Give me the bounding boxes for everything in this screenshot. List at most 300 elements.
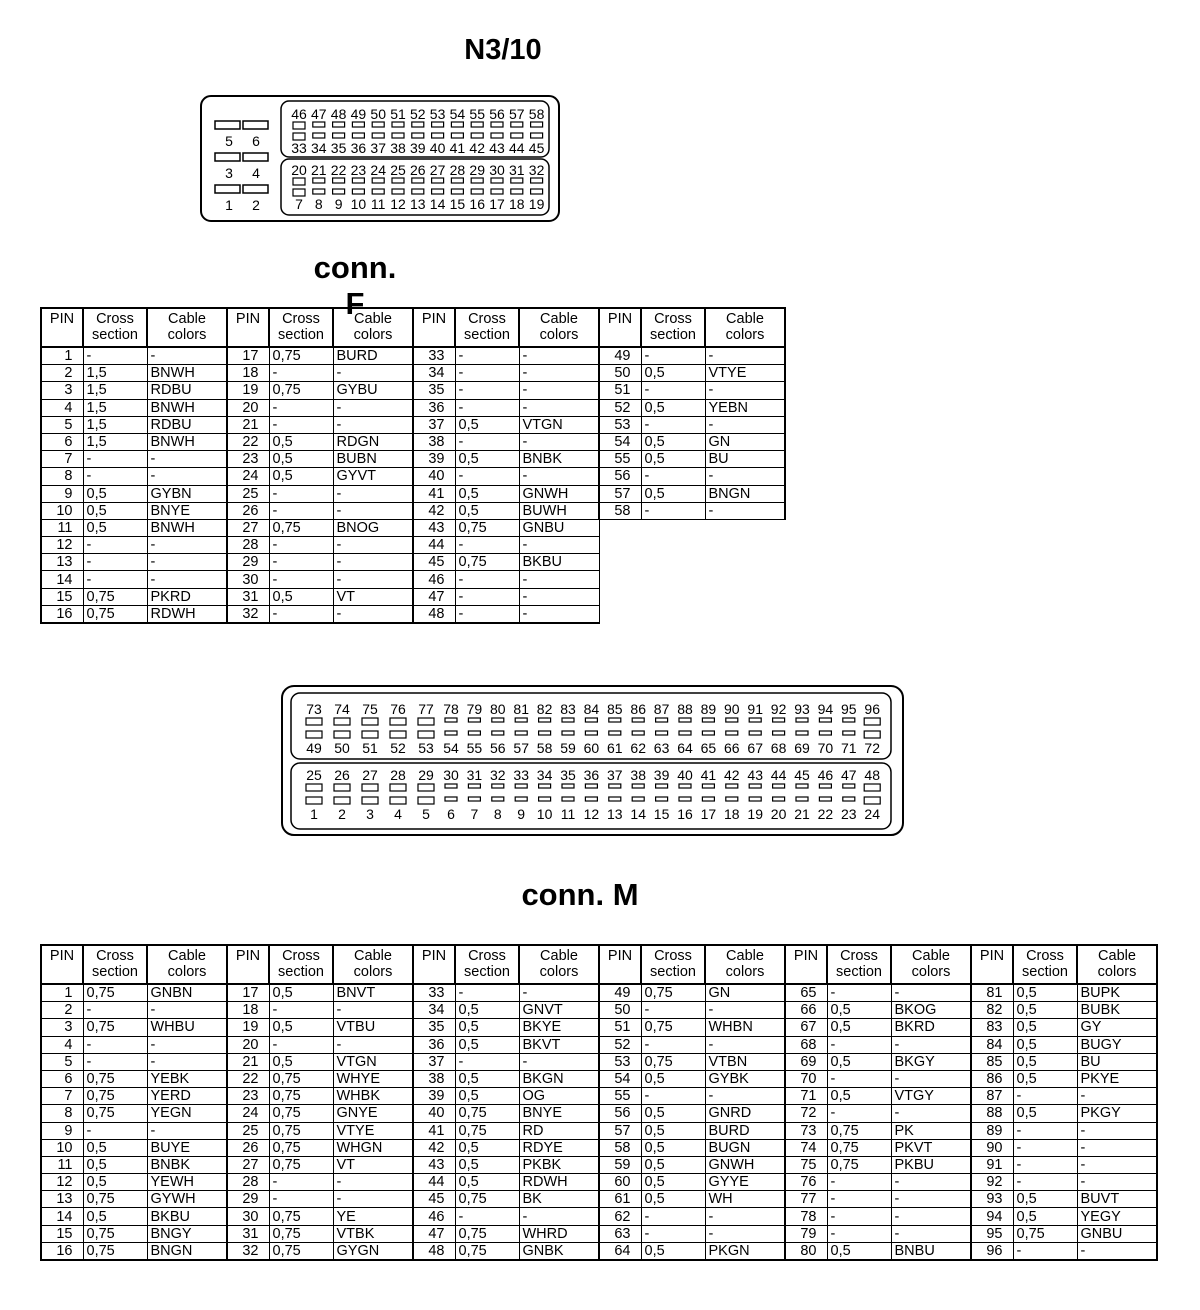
cable-color-cell: - (333, 605, 413, 623)
pin-label: 44 (509, 140, 525, 156)
cable-color-cell: BKBU (519, 554, 599, 571)
pin-label: 65 (700, 740, 717, 756)
pin-cell: 6 (41, 1070, 83, 1087)
pin-cell: 49 (599, 984, 641, 1002)
pin-cell: 93 (971, 1191, 1013, 1208)
pin-cell: 48 (413, 1242, 455, 1260)
pin-cell: 47 (413, 1225, 455, 1242)
pin-label: 16 (469, 196, 485, 212)
cable-color-cell: PKGN (705, 1242, 785, 1260)
cable-color-cell: - (519, 537, 599, 554)
pin-terminal (515, 797, 527, 801)
cross-section-cell: - (641, 1208, 705, 1225)
cable-color-cell: - (705, 347, 785, 365)
cable-color-cell: VTBN (705, 1053, 785, 1070)
cable-color-cell: BNGN (705, 485, 785, 502)
pin-terminal (656, 784, 668, 788)
conn-f-title: conn. F (313, 250, 397, 321)
pin-label: 47 (841, 767, 857, 783)
cable-color-cell: RDBU (147, 382, 227, 399)
pin-terminal (702, 797, 714, 801)
pin-label: 31 (466, 767, 483, 783)
pin-cell: 18 (227, 1002, 269, 1019)
pin-terminal (352, 178, 364, 183)
pin-label: 12 (583, 806, 600, 822)
pin-terminal (432, 189, 444, 194)
cable-color-cell: WHYE (333, 1070, 413, 1087)
cable-color-cell: - (333, 399, 413, 416)
cable-color-cell: - (705, 502, 785, 519)
pin-label: 48 (330, 106, 347, 122)
pin-terminal (679, 784, 691, 788)
cable-color-cell: - (519, 588, 599, 605)
cross-section-cell: - (455, 571, 519, 588)
cross-section-cell: - (455, 347, 519, 365)
pin-terminal (585, 718, 597, 722)
cable-color-cell: BNBK (519, 451, 599, 468)
cable-color-cell: - (891, 1225, 971, 1242)
pin-terminal (418, 797, 434, 804)
pin-terminal (392, 133, 404, 138)
pin-cell: 60 (599, 1174, 641, 1191)
pin-terminal (531, 133, 543, 138)
pin-cell: 35 (413, 382, 455, 399)
pin-label: 62 (630, 740, 646, 756)
pin-terminal (471, 189, 483, 194)
pin-label: 83 (560, 701, 576, 717)
pin-terminal (468, 797, 480, 801)
pin-label: 16 (677, 806, 693, 822)
empty-cell (641, 605, 705, 623)
cable-color-cell: BU (705, 451, 785, 468)
cross-section-cell: 0,75 (827, 1139, 891, 1156)
cable-color-cell: - (519, 984, 599, 1002)
pin-label: 2 (252, 197, 260, 213)
pin-label: 81 (513, 701, 529, 717)
pin-label: 84 (583, 701, 600, 717)
pin-terminal (539, 718, 551, 722)
pin-terminal (491, 133, 503, 138)
cable-color-cell: - (147, 347, 227, 365)
pin-label: 64 (677, 740, 693, 756)
cross-section-cell: 0,5 (1013, 1105, 1077, 1122)
table-row (41, 451, 785, 468)
cross-section-cell: 0,5 (455, 1174, 519, 1191)
pin-cell: 88 (971, 1105, 1013, 1122)
pin-terminal (796, 784, 808, 788)
column-header-cross: Cross section (455, 308, 519, 347)
pin-cell: 31 (227, 1225, 269, 1242)
pin-label: 10 (536, 806, 553, 822)
pin-terminal (609, 731, 621, 735)
cross-section-cell: 1,5 (83, 416, 147, 433)
cable-color-cell: BUBK (1077, 1002, 1157, 1019)
cross-section-cell: 0,5 (455, 502, 519, 519)
pin-cell: 34 (413, 365, 455, 382)
pin-label: 49 (306, 740, 322, 756)
cable-color-cell: - (333, 554, 413, 571)
pin-terminal (313, 178, 325, 183)
table-row (41, 468, 785, 485)
cross-section-cell: - (1013, 1088, 1077, 1105)
cross-section-cell: 0,5 (455, 416, 519, 433)
pin-cell: 41 (413, 485, 455, 502)
pin-terminal (306, 797, 322, 804)
cable-color-cell: BNWH (147, 433, 227, 450)
cable-color-cell: GYGN (333, 1242, 413, 1260)
cable-color-cell: - (891, 1191, 971, 1208)
cable-color-cell: GYWH (147, 1191, 227, 1208)
pin-label: 78 (443, 701, 459, 717)
column-header-colors: Cable colors (891, 945, 971, 984)
cross-section-cell: 0,75 (83, 1019, 147, 1036)
pin-terminal (390, 797, 406, 804)
cross-section-cell: 0,75 (83, 1088, 147, 1105)
pin-terminal (819, 718, 831, 722)
table-row (41, 1191, 1157, 1208)
pin-label: 57 (509, 106, 525, 122)
pin-terminal (215, 121, 240, 129)
cross-section-cell: 0,5 (641, 451, 705, 468)
cable-color-cell: WHBN (705, 1019, 785, 1036)
cable-color-cell: - (333, 416, 413, 433)
cross-section-cell: 0,5 (83, 502, 147, 519)
pin-cell: 47 (413, 588, 455, 605)
pin-terminal (293, 189, 305, 196)
cable-color-cell: - (147, 1053, 227, 1070)
pin-label: 70 (817, 740, 834, 756)
pin-label: 52 (410, 106, 426, 122)
pin-terminal (726, 718, 738, 722)
cable-color-cell: - (519, 433, 599, 450)
cable-color-cell: GYYE (705, 1174, 785, 1191)
pin-terminal (243, 121, 268, 129)
cable-color-cell: GY (1077, 1019, 1157, 1036)
cross-section-cell: - (641, 1225, 705, 1242)
pin-terminal (333, 189, 345, 194)
table-row (41, 554, 785, 571)
cross-section-cell: - (1013, 1122, 1077, 1139)
pin-cell: 32 (227, 605, 269, 623)
pin-cell: 54 (599, 433, 641, 450)
cable-color-cell: - (147, 468, 227, 485)
pin-label: 45 (794, 767, 810, 783)
cross-section-cell: - (83, 554, 147, 571)
column-header-pin: PIN (413, 308, 455, 347)
pin-label: 8 (314, 196, 323, 212)
cross-section-cell: 0,5 (827, 1088, 891, 1105)
column-header-cross: Cross section (269, 308, 333, 347)
pin-cell: 56 (599, 1105, 641, 1122)
pin-terminal (796, 797, 808, 801)
cable-color-cell: - (705, 1036, 785, 1053)
pin-terminal (362, 718, 378, 725)
pin-label: 53 (429, 106, 446, 122)
table-row (41, 1002, 1157, 1019)
pin-terminal (585, 731, 597, 735)
pin-cell: 42 (413, 1139, 455, 1156)
pin-terminal (313, 133, 325, 138)
cross-section-cell: 1,5 (83, 382, 147, 399)
pin-cell: 6 (41, 433, 83, 450)
column-header-pin: PIN (599, 308, 641, 347)
cable-color-cell: YEGN (147, 1105, 227, 1122)
connector-f-diagram (200, 95, 562, 223)
cross-section-cell: - (827, 1174, 891, 1191)
pin-label: 5 (225, 133, 233, 149)
cross-section-cell: 0,5 (641, 1156, 705, 1173)
pin-label: 7 (295, 196, 303, 212)
pin-cell: 82 (971, 1002, 1013, 1019)
pin-cell: 46 (413, 1208, 455, 1225)
pin-label: 77 (418, 701, 434, 717)
pin-cell: 1 (41, 984, 83, 1002)
table-row (41, 399, 785, 416)
column-header-cross: Cross section (641, 308, 705, 347)
pin-terminal (306, 718, 322, 725)
pin-cell: 1 (41, 347, 83, 365)
pin-label: 1 (310, 806, 318, 822)
pin-terminal (418, 784, 434, 791)
cross-section-cell: 0,5 (641, 1191, 705, 1208)
cable-color-cell: RDWH (147, 605, 227, 623)
pin-terminal (749, 731, 761, 735)
cross-section-cell: 0,5 (269, 1053, 333, 1070)
pin-terminal (749, 797, 761, 801)
pin-label: 4 (252, 165, 260, 181)
cross-section-cell: 0,5 (455, 1019, 519, 1036)
pin-label: 33 (291, 140, 307, 156)
cross-section-cell: 0,75 (269, 1070, 333, 1087)
empty-cell (599, 588, 641, 605)
cable-color-cell: GN (705, 433, 785, 450)
pin-cell: 76 (785, 1174, 827, 1191)
pin-label: 47 (311, 106, 327, 122)
pin-terminal (864, 731, 880, 738)
pin-label: 82 (536, 701, 553, 717)
table-row (41, 1156, 1157, 1173)
pin-terminal (511, 178, 523, 183)
pin-label: 51 (390, 106, 406, 122)
pin-label: 29 (418, 767, 434, 783)
cross-section-cell: 0,5 (83, 1156, 147, 1173)
cable-color-cell: WHRD (519, 1225, 599, 1242)
pin-terminal (515, 784, 527, 788)
cross-section-cell: - (269, 365, 333, 382)
pin-cell: 37 (413, 416, 455, 433)
pin-terminal (531, 189, 543, 194)
pin-cell: 39 (413, 451, 455, 468)
cable-color-cell: PKRD (147, 588, 227, 605)
cross-section-cell: 0,75 (455, 1105, 519, 1122)
cable-color-cell: - (705, 1225, 785, 1242)
pin-label: 14 (630, 806, 646, 822)
pin-label: 41 (449, 140, 466, 156)
pin-label: 30 (443, 767, 459, 783)
cross-section-cell: - (455, 365, 519, 382)
cross-section-cell: 0,5 (641, 433, 705, 450)
pin-terminal (372, 189, 384, 194)
cross-section-cell: - (269, 416, 333, 433)
pin-label: 76 (390, 701, 406, 717)
cable-color-cell: YEGY (1077, 1208, 1157, 1225)
conn-m-table (40, 944, 1158, 1261)
column-header-colors: Cable colors (705, 308, 785, 347)
pin-cell: 58 (599, 502, 641, 519)
empty-cell (599, 519, 641, 536)
cross-section-cell: 0,5 (269, 1019, 333, 1036)
cross-section-cell: 0,5 (269, 588, 333, 605)
cable-color-cell: GNWH (519, 485, 599, 502)
pin-terminal (352, 133, 364, 138)
cable-color-cell: - (333, 1174, 413, 1191)
pin-terminal (511, 133, 523, 138)
pin-cell: 36 (413, 1036, 455, 1053)
cable-color-cell: - (147, 571, 227, 588)
empty-cell (599, 554, 641, 571)
pin-label: 56 (490, 740, 506, 756)
cross-section-cell: 0,5 (83, 1174, 147, 1191)
pin-cell: 71 (785, 1088, 827, 1105)
table-row (41, 1225, 1157, 1242)
empty-cell (705, 605, 785, 623)
pin-label: 39 (410, 140, 426, 156)
pin-cell: 8 (41, 468, 83, 485)
pin-label: 54 (449, 106, 466, 122)
pin-label: 40 (677, 767, 693, 783)
pin-cell: 4 (41, 399, 83, 416)
cable-color-cell: - (519, 571, 599, 588)
pin-cell: 21 (227, 416, 269, 433)
cable-color-cell: - (333, 1002, 413, 1019)
cross-section-cell: - (1013, 1242, 1077, 1260)
pin-cell: 8 (41, 1105, 83, 1122)
pin-terminal (539, 784, 551, 788)
pin-cell: 72 (785, 1105, 827, 1122)
cross-section-cell: - (455, 537, 519, 554)
cable-color-cell: BNGY (147, 1225, 227, 1242)
pin-cell: 86 (971, 1070, 1013, 1087)
cross-section-cell: 0,75 (83, 1242, 147, 1260)
cable-color-cell: BKBU (147, 1208, 227, 1225)
pin-label: 48 (864, 767, 880, 783)
cable-color-cell: GYBU (333, 382, 413, 399)
cross-section-cell: 0,75 (269, 1208, 333, 1225)
cross-section-cell: 0,5 (641, 1242, 705, 1260)
cross-section-cell: - (269, 1191, 333, 1208)
table-row (41, 1242, 1157, 1260)
pin-terminal (334, 731, 350, 738)
pin-label: 12 (390, 196, 406, 212)
pin-terminal (445, 784, 457, 788)
cable-color-cell: OG (519, 1088, 599, 1105)
cross-section-cell: - (83, 451, 147, 468)
pin-cell: 75 (785, 1156, 827, 1173)
pin-terminal (445, 718, 457, 722)
pin-cell: 80 (785, 1242, 827, 1260)
cable-color-cell: - (705, 1002, 785, 1019)
cable-color-cell: BNGN (147, 1242, 227, 1260)
pin-cell: 45 (413, 554, 455, 571)
empty-cell (599, 571, 641, 588)
cable-color-cell: BNBK (147, 1156, 227, 1173)
pin-terminal (333, 133, 345, 138)
pin-terminal (609, 784, 621, 788)
table-header-row (41, 308, 785, 347)
cross-section-cell: - (641, 416, 705, 433)
pin-terminal (843, 784, 855, 788)
pin-label: 69 (794, 740, 810, 756)
pin-terminal (796, 731, 808, 735)
pin-terminal (609, 797, 621, 801)
pin-cell: 12 (41, 1174, 83, 1191)
cross-section-cell: 0,5 (455, 1156, 519, 1173)
pin-terminal (773, 784, 785, 788)
pin-cell: 30 (227, 571, 269, 588)
pin-cell: 57 (599, 1122, 641, 1139)
pin-terminal (392, 189, 404, 194)
pin-cell: 95 (971, 1225, 1013, 1242)
cable-color-cell: WH (705, 1191, 785, 1208)
cable-color-cell: - (147, 537, 227, 554)
pin-cell: 25 (227, 1122, 269, 1139)
pin-terminal (390, 718, 406, 725)
pin-cell: 29 (227, 554, 269, 571)
pin-terminal (468, 731, 480, 735)
connector-m-diagram (281, 685, 905, 837)
cross-section-cell: 0,5 (641, 1070, 705, 1087)
pin-terminal (531, 122, 543, 127)
cross-section-cell: - (83, 1036, 147, 1053)
pin-label: 57 (513, 740, 529, 756)
cross-section-cell: 0,5 (1013, 1070, 1077, 1087)
cable-color-cell: RDWH (519, 1174, 599, 1191)
cross-section-cell: 0,75 (455, 1191, 519, 1208)
cross-section-cell: 0,5 (641, 399, 705, 416)
pin-cell: 40 (413, 1105, 455, 1122)
cable-color-cell: BURD (705, 1122, 785, 1139)
empty-cell (641, 571, 705, 588)
pin-label: 55 (466, 740, 483, 756)
pin-terminal (333, 122, 345, 127)
pin-label: 11 (370, 196, 386, 212)
conn-f-table (40, 307, 786, 624)
pin-cell: 61 (599, 1191, 641, 1208)
cable-color-cell: BUWH (519, 502, 599, 519)
column-header-colors: Cable colors (333, 308, 413, 347)
cable-color-cell: - (705, 1088, 785, 1105)
pin-label: 35 (330, 140, 347, 156)
pin-terminal (432, 178, 444, 183)
pin-terminal (362, 784, 378, 791)
pin-label: 4 (394, 806, 402, 822)
pin-terminal (390, 784, 406, 791)
pin-cell: 44 (413, 537, 455, 554)
pin-terminal (656, 731, 668, 735)
pin-label: 28 (449, 162, 466, 178)
pin-terminal (531, 178, 543, 183)
pin-terminal (843, 797, 855, 801)
cable-color-cell: PKYE (1077, 1070, 1157, 1087)
table-row (41, 1019, 1157, 1036)
cross-section-cell: 1,5 (83, 365, 147, 382)
cable-color-cell: RDGN (333, 433, 413, 450)
pin-cell: 21 (227, 1053, 269, 1070)
pin-terminal (679, 797, 691, 801)
cross-section-cell: 0,5 (1013, 1053, 1077, 1070)
cross-section-cell: 0,75 (83, 1105, 147, 1122)
pin-terminal (492, 731, 504, 735)
